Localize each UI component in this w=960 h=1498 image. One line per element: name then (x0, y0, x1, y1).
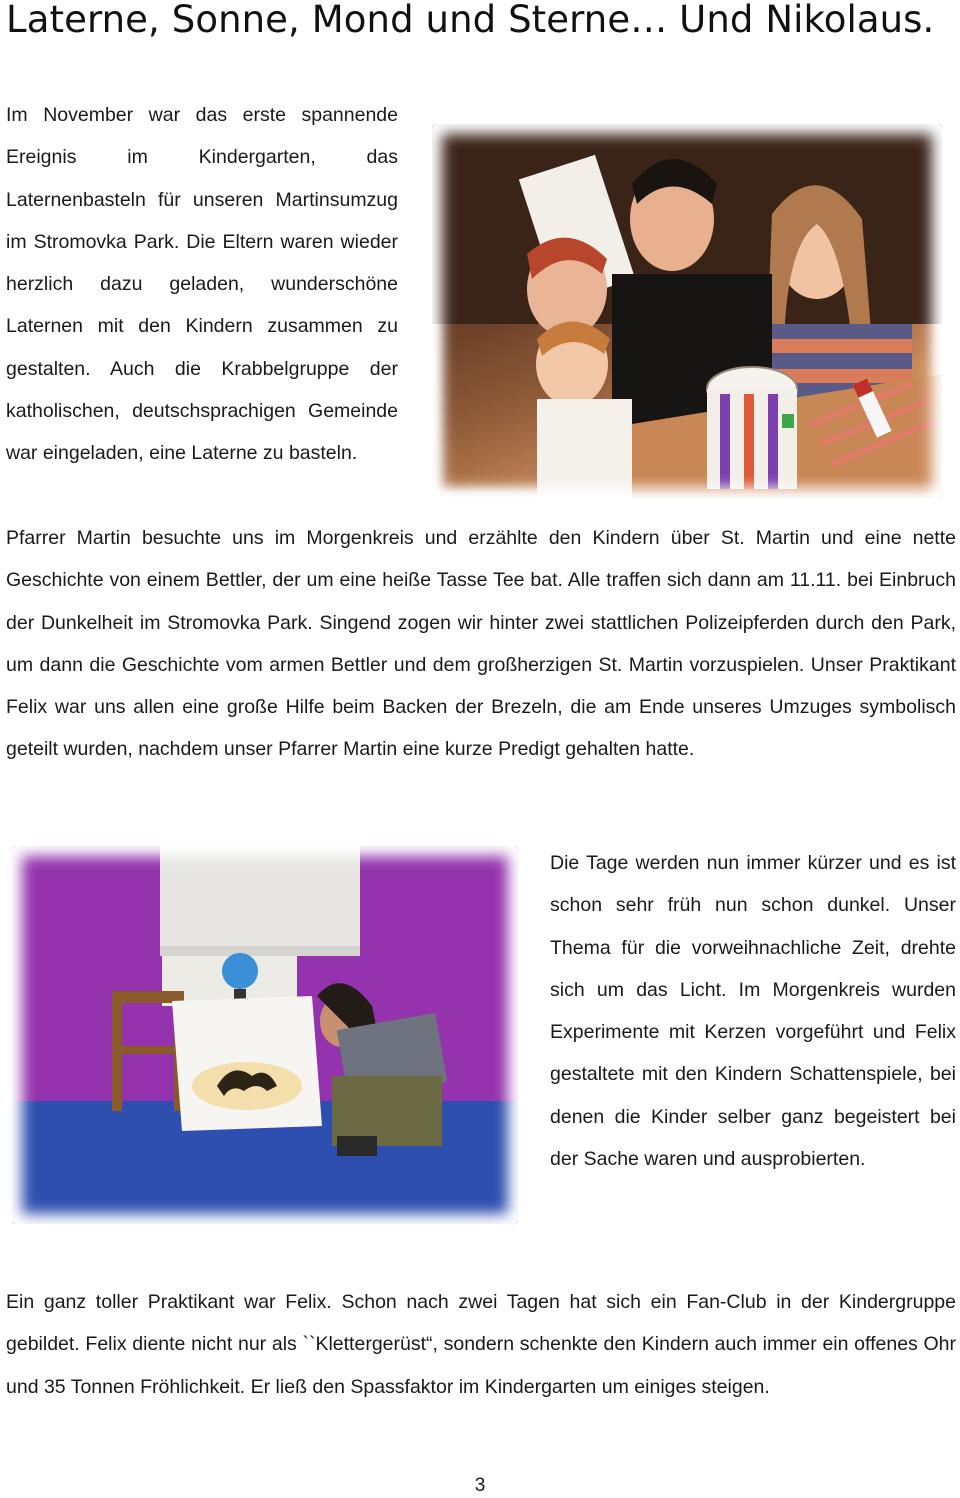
paragraph-praktikant-felix: Ein ganz toller Praktikant war Felix. Schon nach zwei Tagen hat sich ein Fan-Club in der Kindergruppe gebildet. Felix diente nicht nur als ``Klettergerüst“, sondern schenkte den Kindern auch immer ein offenes Ohr und 35 Tonnen Fröhlichkeit. Er ließ den Spassfaktor im Kindergarten um einiges steigen. (6, 1291, 956, 1398)
photo-lantern-crafting (432, 124, 942, 498)
paragraph-st-martin: Pfarrer Martin besuchte uns im Morgenkreis und erzählte den Kindern über St. Martin und eine nette Geschichte von einem Bettler, der um eine heiße Tasse Tee bat. Alle traffen sich dann am 11.11. bei Einbruch der Dunkelheit im Stromovka Park. Singend zogen wir hinter zwei stattlichen Polizeipferden durch den Park, um dann die Geschichte vom armen Bettler und dem großherzigen St. Martin vorzuspielen. Unser Praktikant Felix war uns allen eine große Hilfe beim Backen der Brezeln, die am Ende unseres Umzuges symbolisch geteilt wurden, nachdem unser Pfarrer Martin eine kurze Predigt gehalten hatte. (6, 527, 956, 761)
page-number: 3 (474, 1475, 486, 1496)
photo-shadow-play (12, 846, 518, 1224)
paragraph-licht-thema: Die Tage werden nun immer kürzer und es ist schon sehr früh nun schon dunkel. Unser Thema für die vorweihnachliche Zeit, drehte sich um das Licht. Im Morgenkreis wurden Experimente mit Kerzen vorgeführt und Felix gestaltete mit den Kindern Schattenspiele, bei denen die Kinder selber ganz begeistert bei der Sache waren und ausprobierten. (550, 852, 956, 1171)
page-title: Laterne, Sonne, Mond und Sterne… Und Nikolaus. (6, 0, 935, 41)
paragraph-laternenbasteln: Im November war das erste spannende Ereignis im Kindergarten, das Laternenbasteln für unseren Martinsumzug im Stromovka Park. Die Eltern waren wieder herzlich dazu geladen, wunderschöne Laternen mit den Kindern zusammen zu gestalten. Auch die Krabbelgruppe der katholischen, deutschsprachigen Gemeinde war eingeladen, eine Laterne zu basteln. (6, 104, 398, 465)
